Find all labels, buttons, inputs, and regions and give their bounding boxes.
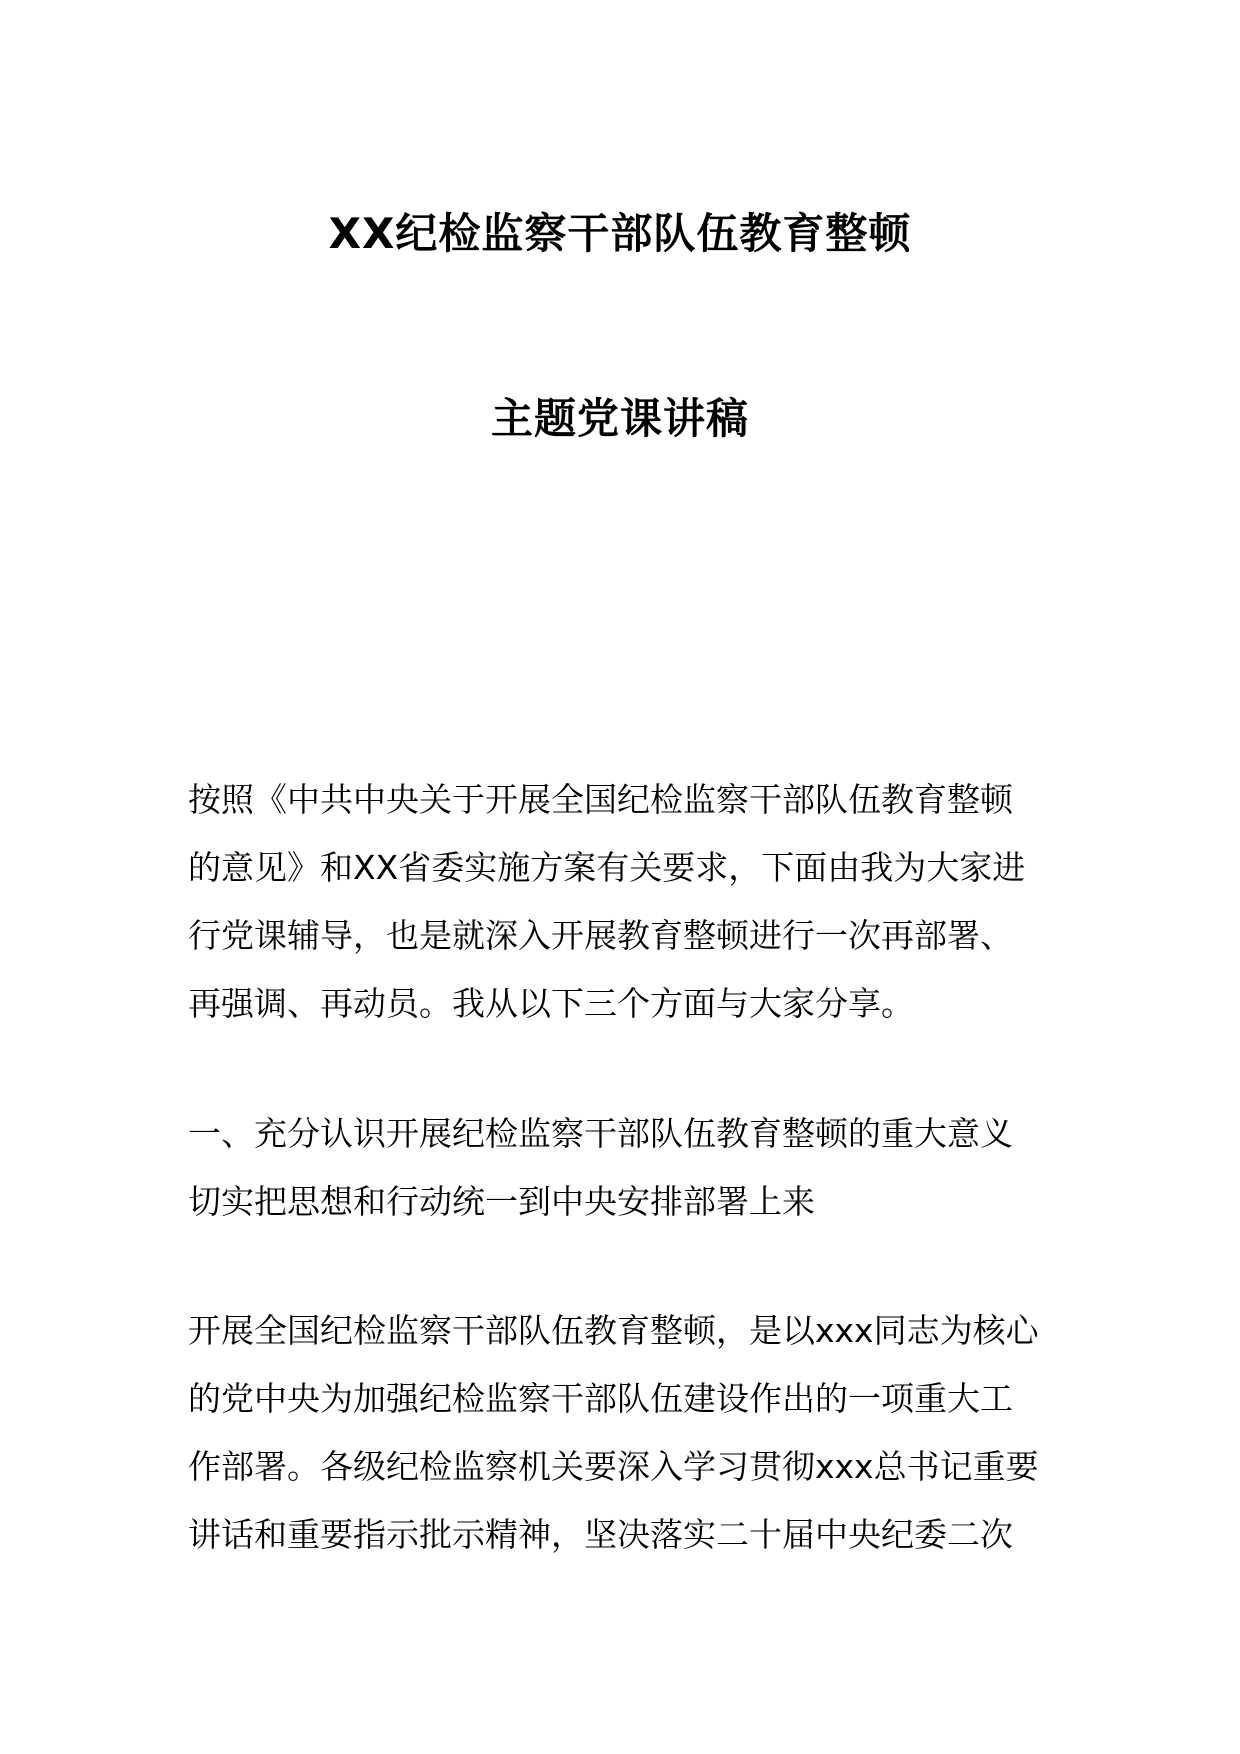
text-line: 的意见》和XX省委实施方案有关要求，下面由我为大家进	[188, 848, 1026, 887]
text-line: 切实把思想和行动统一到中央安排部署上来	[188, 1182, 815, 1221]
text-line: 作部署。各级纪检监察机关要深入学习贯彻xxx总书记重要	[188, 1447, 1039, 1486]
text-line: 开展全国纪检监察干部队伍教育整顿，是以xxx同志为核心	[188, 1311, 1039, 1350]
document-title-line-2: 主题党课讲稿	[490, 394, 749, 443]
intro-paragraph	[188, 766, 1058, 1038]
text-line: 再强调、再动员。我从以下三个方面与大家分享。	[188, 984, 914, 1023]
text-line: 的党中央为加强纪检监察干部队伍建设作出的一项重大工	[188, 1379, 1013, 1418]
document-title-line-1: XX纪检监察干部队伍教育整顿	[328, 209, 912, 258]
text-line: 行党课辅导，也是就深入开展教育整顿进行一次再部署、	[188, 916, 1013, 955]
section-heading-1	[188, 1100, 1058, 1236]
text-line: 一、充分认识开展纪检监察干部队伍教育整顿的重大意义	[188, 1114, 1013, 1153]
body-paragraph	[188, 1297, 1058, 1569]
text-line: 讲话和重要指示批示精神，坚决落实二十届中央纪委二次	[188, 1515, 1013, 1554]
text-line: 按照《中共中央关于开展全国纪检监察干部队伍教育整顿	[188, 780, 1013, 819]
